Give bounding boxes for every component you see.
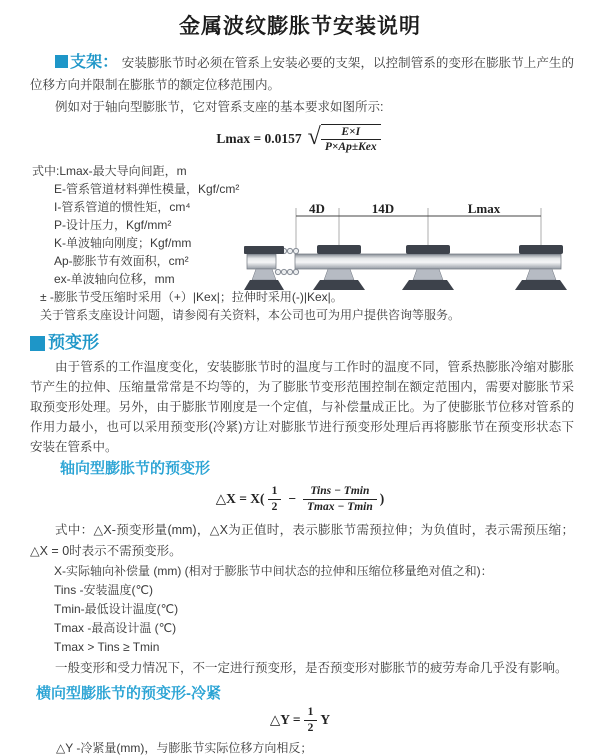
dimension-label-14d: 14D — [371, 201, 395, 216]
service-note: 关于管系支座设计问题，请参阅有关资料，本公司也可为用户提供咨询等服务。 — [40, 308, 461, 322]
lmax-formula-lhs: Lmax = 0.0157 — [216, 131, 302, 146]
delta-x-explanation: 式中：△X-预变形量(mm)，△X为正值时，表示膨胀节需预拉伸；为负值时，表示需预压缩；△X = 0时表示不需预变形。 — [30, 523, 574, 558]
sqrt-radical-icon: √ $\frac{E\times I}{\text{P×Ap±Kex}}$ — [302, 124, 384, 155]
lateral-note: △Y -冷紧量(mm)，与膨胀节实际位移方向相反； — [56, 741, 313, 755]
support-heading-label: 支架： — [70, 54, 119, 71]
lmax-formula — [0, 122, 600, 156]
axial-item: Tins -安装温度(℃) — [54, 583, 154, 597]
lmax-formula-denominator: P×Ap±Kex — [321, 139, 381, 154]
dx-temp-denominator: Tmax − Tmin — [303, 499, 377, 514]
dx-temp-numerator: Tins − Tmin — [310, 485, 370, 498]
plus-minus-note: ± -膨胀节受压缩时采用（+）|Kex|；拉伸时采用(-)|Kex|。 — [40, 290, 343, 304]
axial-definition-list — [54, 562, 600, 657]
definition-line: P-设计压力，Kgf/mm² — [54, 218, 172, 232]
definition-line: K-单波轴向刚度；Kgf/mm — [54, 236, 192, 250]
support-intro-text: 安装膨胀节时必须在管系上安装必要的支架，以控制管系的变形在膨胀节上产生的位移方向并限制在膨胀节的额定位移范围内。 — [30, 56, 574, 92]
definition-line: Ap-膨胀节有效面积，cm² — [54, 254, 189, 268]
lateral-subheading: 横向型膨胀节的预变形-冷紧 — [36, 685, 221, 702]
pipe-support-diagram — [243, 202, 593, 297]
pipe — [247, 254, 561, 269]
dx-half-numerator: 1 — [271, 485, 278, 498]
predeform-heading-label: 预变形 — [48, 333, 99, 352]
dy-formula-prefix: △Y = — [269, 712, 301, 727]
delta-y-formula — [0, 707, 600, 733]
definition-line: 式中:Lmax-最大导向间距，m — [32, 164, 187, 178]
axial-note-paragraph: 一般变形和受力情况下，不一定进行预变形，是否预变形对膨胀节的疲劳寿命几乎没有影响。 — [55, 661, 568, 675]
predeform-paragraph: 由于管系的工作温度变化，安装膨胀节时的温度与工作时的温度不同，管系热膨胀冷缩对膨胀节产生的拉伸、压缩量常常是不均等的，为了膨胀节变形范围控制在额定范围内，需要对膨胀节采取预变形处理。另外，由于膨胀节刚度是一个定值，与补偿量成正比。为了使膨胀节位移对管系的作用力最小，也可以采用预变形(冷紧)方让对膨胀节进行预变形处理后再将膨胀节在预变形状态下安装在管系中。 — [30, 360, 574, 454]
axial-item: X-实际轴向补偿量 (mm) (相对于膨胀节中间状态的拉伸和压缩位移量绝对值之和)： — [54, 564, 493, 578]
support-intro-paragraph — [30, 52, 574, 96]
dy-half-denominator: 2 — [304, 720, 318, 735]
dx-minus-operator: − — [288, 491, 297, 506]
delta-x-formula — [0, 482, 600, 516]
dimension-lines — [296, 201, 541, 252]
definition-line: E-管系管道材料弹性模量，Kgf/cm² — [54, 182, 240, 196]
dimension-label-4d: 4D — [309, 201, 325, 216]
document-page — [0, 10, 600, 755]
definition-line: I-管系管道的惯性矩，cm⁴ — [54, 200, 191, 214]
dy-half-numerator: 1 — [307, 706, 314, 719]
support-example-paragraph: 例如对于轴向型膨胀节，它对管系支座的基本要求如图所示: — [55, 100, 384, 114]
axial-item: Tmin-最低设计温度(℃) — [54, 602, 179, 616]
dx-half-denominator: 2 — [268, 499, 282, 514]
axial-item: Tmax > Tins ≥ Tmin — [54, 640, 160, 654]
dimension-label-lmax: Lmax — [467, 201, 501, 216]
page-title: 金属波纹膨胀节安装说明 — [179, 15, 421, 38]
dx-formula-prefix: △X = X( — [215, 491, 265, 506]
lmax-formula-numerator: E×I — [341, 125, 361, 138]
predeform-section-heading — [30, 334, 600, 352]
dy-formula-suffix: Y — [320, 712, 331, 727]
section-bullet-icon — [30, 336, 45, 351]
axial-item: Tmax -最高设计温 (℃) — [54, 621, 177, 635]
axial-subheading: 轴向型膨胀节的预变形 — [60, 460, 211, 477]
section-bullet-icon — [55, 55, 68, 68]
support-section-heading — [55, 54, 118, 71]
definition-line: ex-单波轴向位移，mm — [54, 272, 175, 286]
dx-formula-suffix: ) — [379, 491, 385, 506]
